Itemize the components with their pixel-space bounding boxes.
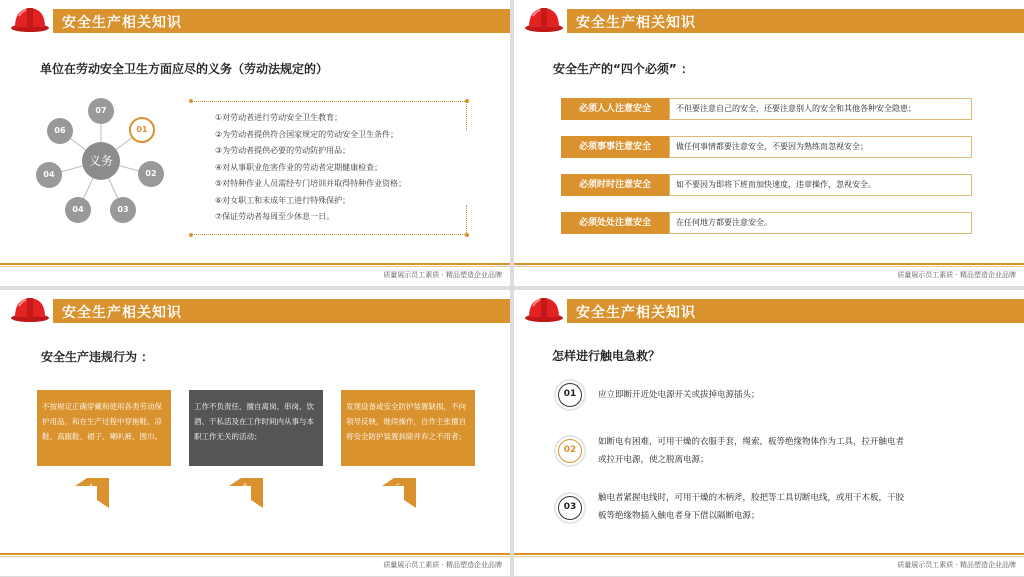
- must-desc: 不但要注意自己的安全，还要注意别人的安全和其他各种安全隐患；: [669, 98, 972, 120]
- slide-violations: [0, 290, 510, 576]
- must-row: [561, 174, 972, 196]
- header-bar: [53, 299, 510, 323]
- flag-label: B: [243, 483, 248, 490]
- must-label: 必须处处注意安全: [561, 212, 669, 234]
- header-title: 安全生产相关知识: [62, 15, 182, 31]
- step-text: 应立即断开近处电源开关或拔掉电源插头；: [598, 390, 760, 400]
- duty-item: ⑥对女职工和未成年工进行特殊保护；: [215, 195, 351, 205]
- must-desc: 在任何地方都要注意安全。: [669, 212, 972, 234]
- must-row: [561, 98, 972, 120]
- must-row: [561, 212, 972, 234]
- footer-text: 质量展示员工素质 · 精品塑造企业品牌: [383, 271, 502, 279]
- tag-flag-c: [382, 478, 416, 508]
- footer-text: 质量展示员工素质 · 精品塑造企业品牌: [383, 561, 502, 569]
- duty-item: ⑤对特种作业人员需经专门培训并取得特种作业资格；: [215, 179, 407, 188]
- step-number-01: 01: [554, 379, 586, 411]
- violation-box: 不按规定正确穿戴和使用各类劳动保护用品，和在生产过程中穿拖鞋、凉鞋、高跟鞋、裙子、喇叭裤、围巾。: [37, 390, 171, 466]
- step-text: 如断电有困难，可用干燥的衣服手套，绳索，板等绝缘物体作为工具，拉开触电者 或拉开电源，使之脱离电源；: [598, 437, 905, 465]
- header-title: 安全生产相关知识: [62, 305, 182, 321]
- header-title: 安全生产相关知识: [576, 15, 696, 31]
- duty-item: ②为劳动者提供符合国家规定的劳动安全卫生条件；: [215, 129, 399, 139]
- corner-dot: [189, 233, 193, 237]
- corner-dot: [465, 99, 469, 103]
- node-04-left: 04: [36, 162, 62, 188]
- step-text: 触电者紧握电线时，可用干燥的木柄斧，胶把等工具切断电线，或用干木板，干胶 板等绝缘物插入触电者身下借以隔断电源；: [598, 493, 905, 521]
- duties-list: [215, 110, 406, 226]
- footer-text: 质量展示员工素质 · 精品塑造企业品牌: [897, 271, 1016, 279]
- safety-helmet-icon: [10, 294, 50, 324]
- must-desc: 做任何事情都要注意安全，不要因为熟练而忽视安全；: [669, 136, 972, 158]
- node-03: 03: [110, 197, 136, 223]
- footer-text: 质量展示员工素质 · 精品塑造企业品牌: [897, 561, 1016, 569]
- must-label: 必须事事注意安全: [561, 136, 669, 158]
- footer-line: [514, 263, 1024, 265]
- flag-label: A: [89, 483, 94, 490]
- header-bar: [567, 9, 1024, 33]
- safety-helmet-icon: [524, 294, 564, 324]
- violation-box: 工作不负责任、擅自离岗、串岗、饮酒、干私活及在工作时间内从事与本职工作无关的活动；: [189, 390, 323, 466]
- node-01: 01: [129, 117, 155, 143]
- footer-line-thin: [514, 556, 1024, 557]
- center-node: 义务: [82, 142, 120, 180]
- corner-dot: [189, 99, 193, 103]
- footer-line: [0, 263, 510, 265]
- footer-line-thin: [514, 266, 1024, 267]
- footer-line: [0, 553, 510, 555]
- slide-subtitle: 安全生产的“四个必须” ：: [553, 62, 693, 76]
- tag-flag-a: [75, 478, 109, 508]
- node-04-bottom: 04: [65, 197, 91, 223]
- slide-subtitle: 安全生产违规行为 ：: [41, 350, 154, 364]
- slide-subtitle: 单位在劳动安全卫生方面应尽的义务（劳动法规定的）: [40, 62, 329, 76]
- slide-four-musts: [514, 0, 1024, 286]
- slide-subtitle: 怎样进行触电急救？: [552, 349, 661, 363]
- flag-label: C: [396, 483, 401, 490]
- node-06: 06: [47, 118, 73, 144]
- header-title: 安全生产相关知识: [576, 305, 696, 321]
- duty-item: ⑦保证劳动者每周至少休息一日。: [215, 212, 335, 221]
- footer-line: [514, 553, 1024, 555]
- step-number-03: 03: [554, 492, 586, 524]
- slide-electric-shock-rescue: [514, 290, 1024, 576]
- must-label: 必须人人注意安全: [561, 98, 669, 120]
- must-row: [561, 136, 972, 158]
- node-02: 02: [138, 161, 164, 187]
- must-desc: 如不要因为即将下班而加快速度，违章操作，忽视安全。: [669, 174, 972, 196]
- duty-item: ①对劳动者进行劳动安全卫生教育；: [215, 113, 343, 122]
- footer-line-thin: [0, 556, 510, 557]
- node-07: 07: [88, 98, 114, 124]
- slide-duties: [0, 0, 510, 286]
- step-number-02: 02: [554, 435, 586, 467]
- header-bar: [567, 299, 1024, 323]
- footer-line-thin: [0, 266, 510, 267]
- tag-flag-b: [229, 478, 263, 508]
- duty-item: ④对从事职业危害作业的劳动者定期健康检查；: [215, 162, 383, 172]
- duty-item: ③为劳动者提供必要的劳动防护用品；: [215, 146, 351, 155]
- safety-helmet-icon: [524, 4, 564, 34]
- corner-dot: [465, 233, 469, 237]
- duties-panel: [191, 101, 467, 235]
- violation-box: 发现设备或安全防护装置缺损，不向领导反映，继续操作，自作主张擅自将安全防护装置拆除并弃之不用者；: [341, 390, 475, 466]
- must-label: 必须时时注意安全: [561, 174, 669, 196]
